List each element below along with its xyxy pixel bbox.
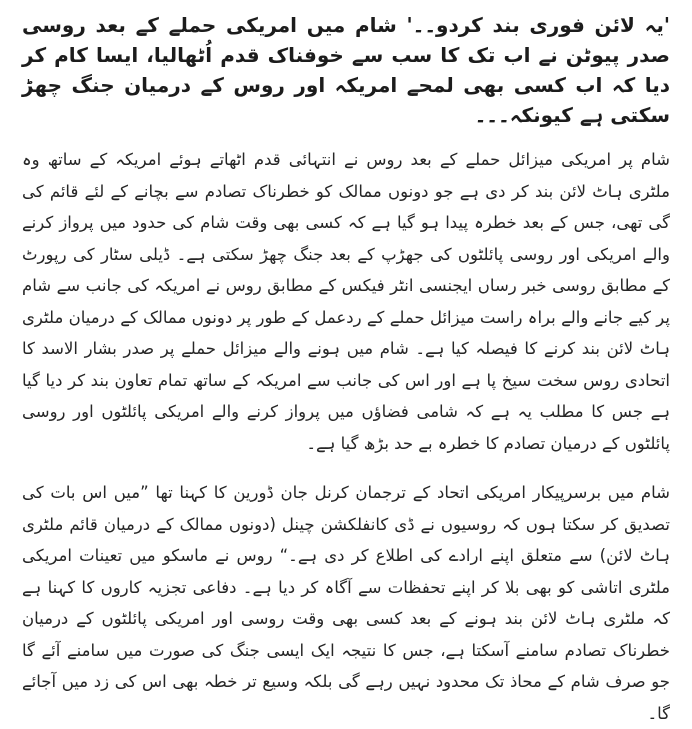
article-headline: 'یہ لائن فوری بند کردو۔۔' شام میں امریکی حملے کے بعد روسی صدر پیوٹن نے اب تک کا سب سے خوفناک قدم اُٹھالیا، ایسا کام کر دیا کہ اب کسی بھی لمحے امریکہ اور روس کے درمیان جنگ چھڑ سکتی ہے کیونکہ۔۔۔ bbox=[22, 13, 670, 127]
paragraph-2: شام میں برسرپیکار امریکی اتحاد کے ترجمان کرنل جان ڈورین کا کہنا تھا ”میں اس بات کی تصدیق کر سکتا ہوں کہ روسیوں نے ڈی کانفلکشن چینل (دونوں ممالک کے درمیان قائم ملٹری ہاٹ لائن) سے متعلق اپنے ارادے کی اطلاع کر دی ہے۔“ روس نے ماسکو میں تعینات امریکی ملٹری اتاشی کو بھی بلا کر اپنے تحفظات سے آگاہ کر دیا ہے۔ دفاعی تجزیہ کاروں کا کہنا ہے کہ ملٹری ہاٹ لائن بند ہونے کے بعد کسی بھی وقت روسی اور امریکی پائلٹوں کے درمیان خطرناک تصادم سامنے آسکتا ہے، جس کا نتیجہ ایک ایسی جنگ کی صورت میں سامنے آئے گا جو صرف شام کے محاذ تک محدود نہیں رہے گی بلکہ وسیع تر خطہ بھی اس کی زد میں آجائے گا۔ bbox=[22, 483, 670, 723]
paragraph-1: شام پر امریکی میزائل حملے کے بعد روس نے انتہائی قدم اٹھاتے ہوئے امریکہ کے ساتھ وہ ملٹری ہاٹ لائن بند کر دی ہے جو دونوں ممالک کو خطرناک تصادم سے بچانے کے لئے قائم کی گی تھی، جس کے بعد خطرہ پیدا ہو گیا ہے کہ کسی بھی وقت شام کی حدود میں پرواز کرنے والے امریکی اور روسی پائلٹوں کی جھڑپ کے بعد جنگ چھڑ سکتی ہے۔ ڈیلی سٹار کی رپورٹ کے مطابق روسی خبر رساں ایجنسی انٹر فیکس کے مطابق روس نے امریکہ کی جانب سے شام پر کیے جانے والے براہ راست میزائل حملے کے ردعمل کے طور پر دونوں ممالک کے درمیان ملٹری ہاٹ لائن بند کرنے کا فیصلہ کیا ہے۔ شام میں ہونے والے میزائل حملے پر صدر بشار الاسد کا اتحادی روس سخت سیخ پا ہے اور اس کی جانب سے امریکہ کے ساتھ تمام تعاون بند کر دیا گیا ہے جس کا مطلب یہ ہے کہ شامی فضاؤں میں پرواز کرنے والے امریکی پائلٹوں اور روسی پائلٹوں کے درمیان تصادم کا خطرہ بے حد بڑھ گیا ہے۔ bbox=[22, 150, 670, 453]
article-body bbox=[22, 10, 670, 723]
